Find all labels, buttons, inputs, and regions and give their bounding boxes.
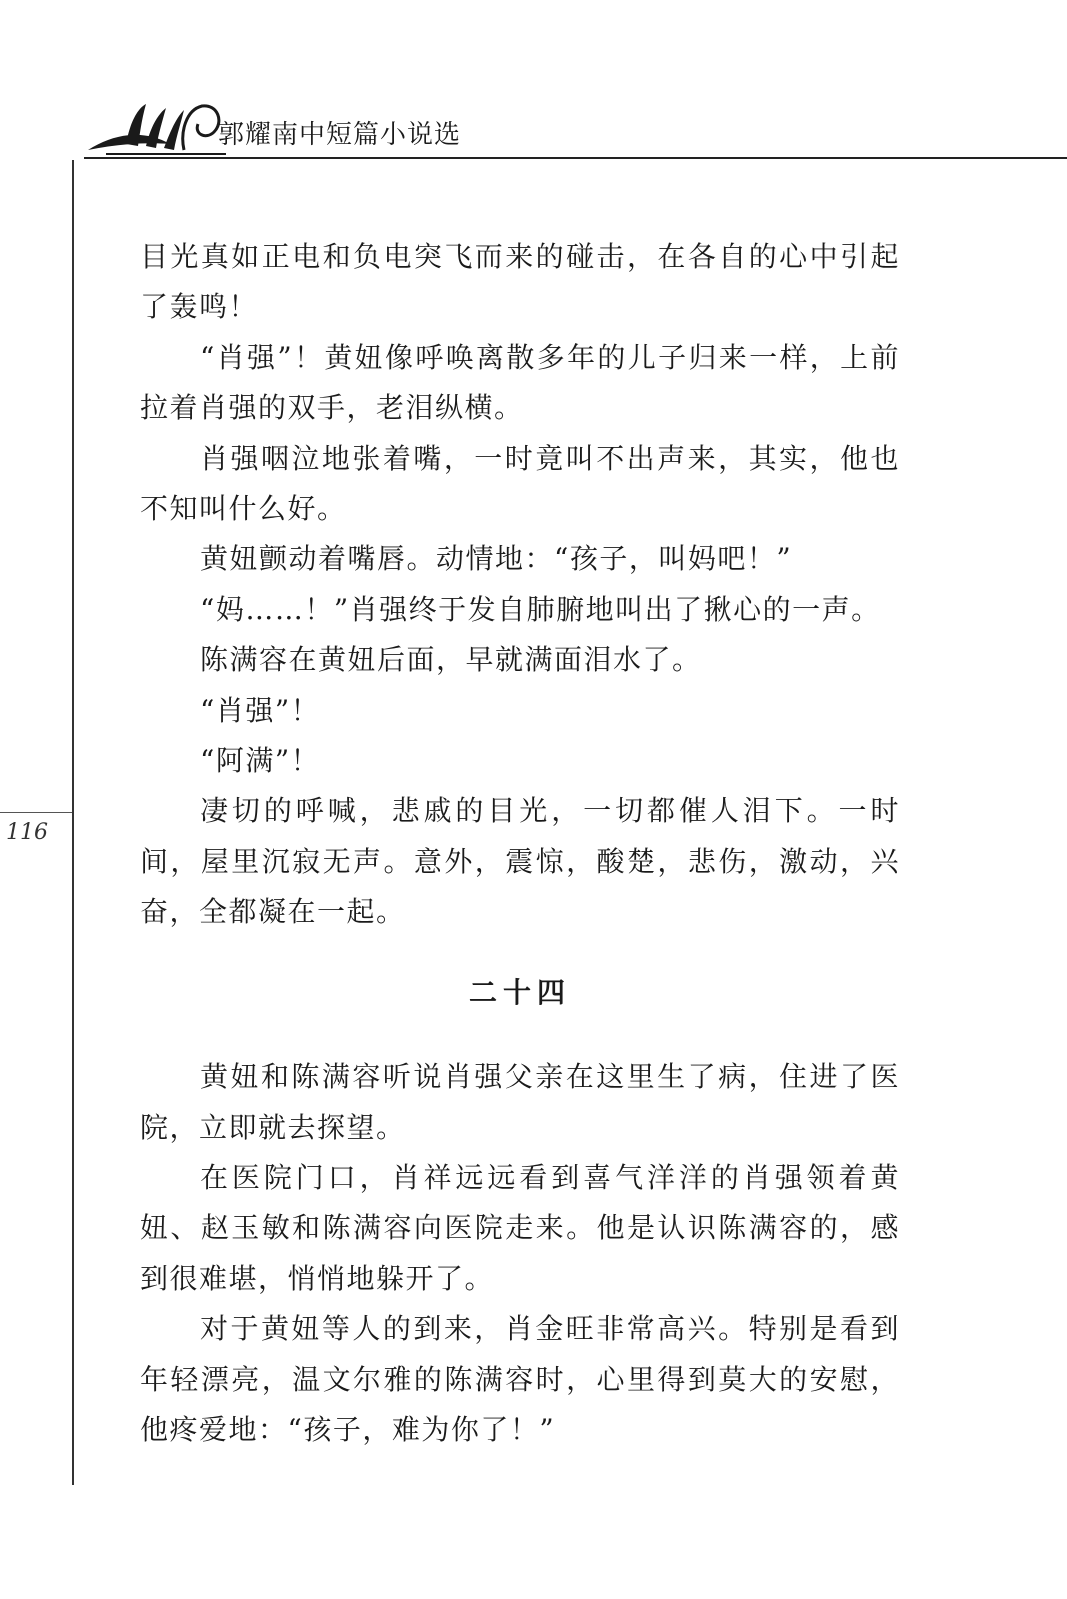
running-title: 郭耀南中短篇小说选 [218,120,462,150]
paragraph: 黄妞颤动着嘴唇。动情地：“孩子，叫妈吧！” [200,542,793,576]
paragraph: 在医院门口，肖祥远远看到喜气洋洋的肖强领着黄妞、赵玉敏和陈满容向医院走来。他是认识陈满容的，感到很难堪，悄悄地躲开了。 [140,1160,900,1295]
paragraph: 陈满容在黄妞后面，早就满面泪水了。 [200,643,702,677]
page-number: 116 [6,820,48,845]
paragraph: 目光真如正电和负电突飞而来的碰击，在各自的心中引起了轰鸣！ [140,240,900,324]
header-rule [84,157,1067,159]
paragraph: “肖强”！ [200,693,321,727]
paragraph: “妈……！”肖强终于发自肺腑地叫出了揪心的一声。 [200,592,881,626]
paragraph: 黄妞和陈满容听说肖强父亲在这里生了病，住进了医院，立即就去探望。 [140,1060,900,1144]
paragraph: 凄切的呼喊，悲戚的目光，一切都催人泪下。一时间，屋里沉寂无声。意外，震惊，酸楚，悲伤，激动，兴奋，全都凝在一起。 [140,794,900,929]
body-text [140,232,900,1455]
paragraph: 对于黄妞等人的到来，肖金旺非常高兴。特别是看到年轻漂亮，温文尔雅的陈满容时，心里得到莫大的安慰，他疼爱地：“孩子，难为你了！” [140,1312,900,1446]
swirl-ornament-icon [86,92,226,156]
paragraph: 肖强咽泣地张着嘴，一时竟叫不出声来，其实，他也不知叫什么好。 [140,441,900,526]
paragraph: “肖强”！黄妞像呼唤离散多年的儿子归来一样，上前拉着肖强的双手，老泪纵横。 [140,340,900,425]
paragraph: “阿满”！ [200,744,321,778]
left-margin-rule [72,160,74,1485]
page-header [0,0,1067,160]
page-number-rule [0,812,72,813]
chapter-heading: 二十四 [468,975,571,1009]
